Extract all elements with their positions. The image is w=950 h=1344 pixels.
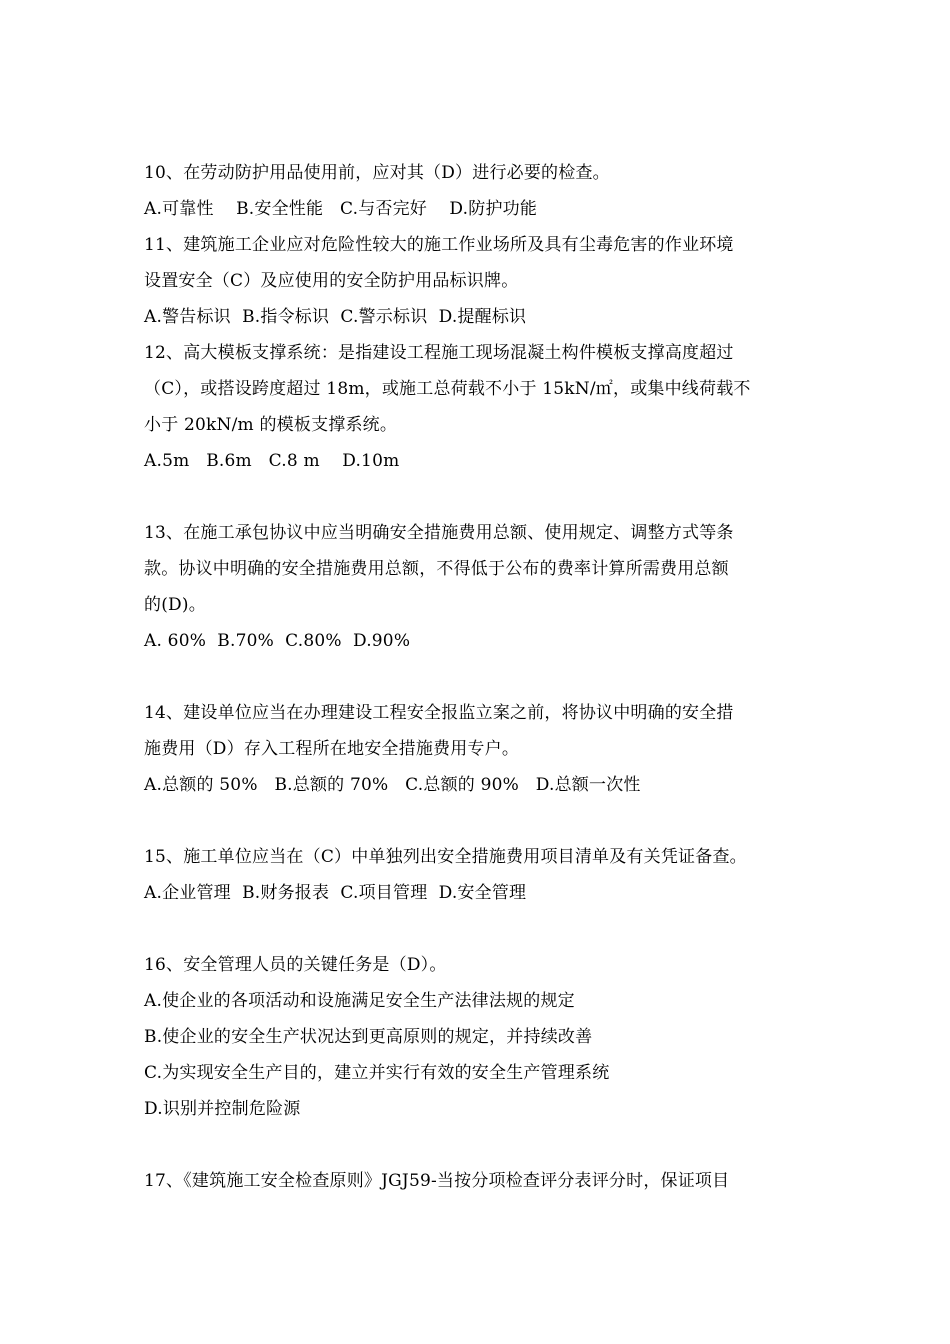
question-15 [144,839,808,911]
question-text: 13、在施工承包协议中应当明确安全措施费用总额、使用规定、调整方式等条 [144,523,734,543]
question-text: 17、《建筑施工安全检查原则》JGJ59-当按分项检查评分表评分时，保证项目 [144,1171,730,1191]
answer-option: C.为实现安全生产目的，建立并实行有效的安全生产管理系统 [144,1063,610,1083]
answer-option: B.使企业的安全生产状况达到更高原则的规定，并持续改善 [144,1027,593,1047]
blank-line [144,659,808,695]
question-text: 16、安全管理人员的关键任务是（D）。 [144,955,447,975]
question-text: 小于 20kN/m 的模板支撑系统。 [144,415,398,435]
answer-options: A.总额的 50% B.总额的 70% C.总额的 90% D.总额一次性 [144,775,641,795]
answer-options: A.5m B.6m C.8 m D.10m [144,451,400,471]
question-10 [144,155,808,227]
blank-line [144,911,808,947]
question-17 [144,1163,808,1199]
question-text: 15、施工单位应当在（C）中单独列出安全措施费用项目清单及有关凭证备查。 [144,847,747,867]
question-12 [144,335,808,479]
blank-line [144,479,808,515]
answer-options: A.企业管理 B.财务报表 C.项目管理 D.安全管理 [144,883,527,903]
document-page [144,155,808,1199]
question-13 [144,515,808,659]
question-text: 设置安全（C）及应使用的安全防护用品标识牌。 [144,271,519,291]
blank-line [144,1127,808,1163]
question-text: （C），或搭设跨度超过 18m，或施工总荷载不小于 15kN/㎡，或集中线荷载不 [144,379,751,399]
question-14 [144,695,808,803]
question-16 [144,947,808,1127]
question-text: 12、高大模板支撑系统：是指建设工程施工现场混凝土构件模板支撑高度超过 [144,343,734,363]
question-text: 款。协议中明确的安全措施费用总额，不得低于公布的费率计算所需费用总额 [144,559,729,579]
question-text: 11、建筑施工企业应对危险性较大的施工作业场所及具有尘毒危害的作业环境 [144,235,734,255]
answer-option: A.使企业的各项活动和设施满足安全生产法律法规的规定 [144,991,575,1011]
answer-options: A.警告标识 B.指令标识 C.警示标识 D.提醒标识 [144,307,527,327]
question-text: 10、在劳动防护用品使用前，应对其（D）进行必要的检查。 [144,163,610,183]
question-text: 施费用（D）存入工程所在地安全措施费用专户。 [144,739,520,759]
blank-line [144,803,808,839]
question-11 [144,227,808,335]
answer-option: D.识别并控制危险源 [144,1099,301,1119]
question-text: 14、建设单位应当在办理建设工程安全报监立案之前，将协议中明确的安全措 [144,703,734,723]
answer-options: A. 60% B.70% C.80% D.90% [144,631,411,651]
question-text: 的(D)。 [144,595,206,615]
answer-options: A.可靠性 B.安全性能 C.与否完好 D.防护功能 [144,199,538,219]
